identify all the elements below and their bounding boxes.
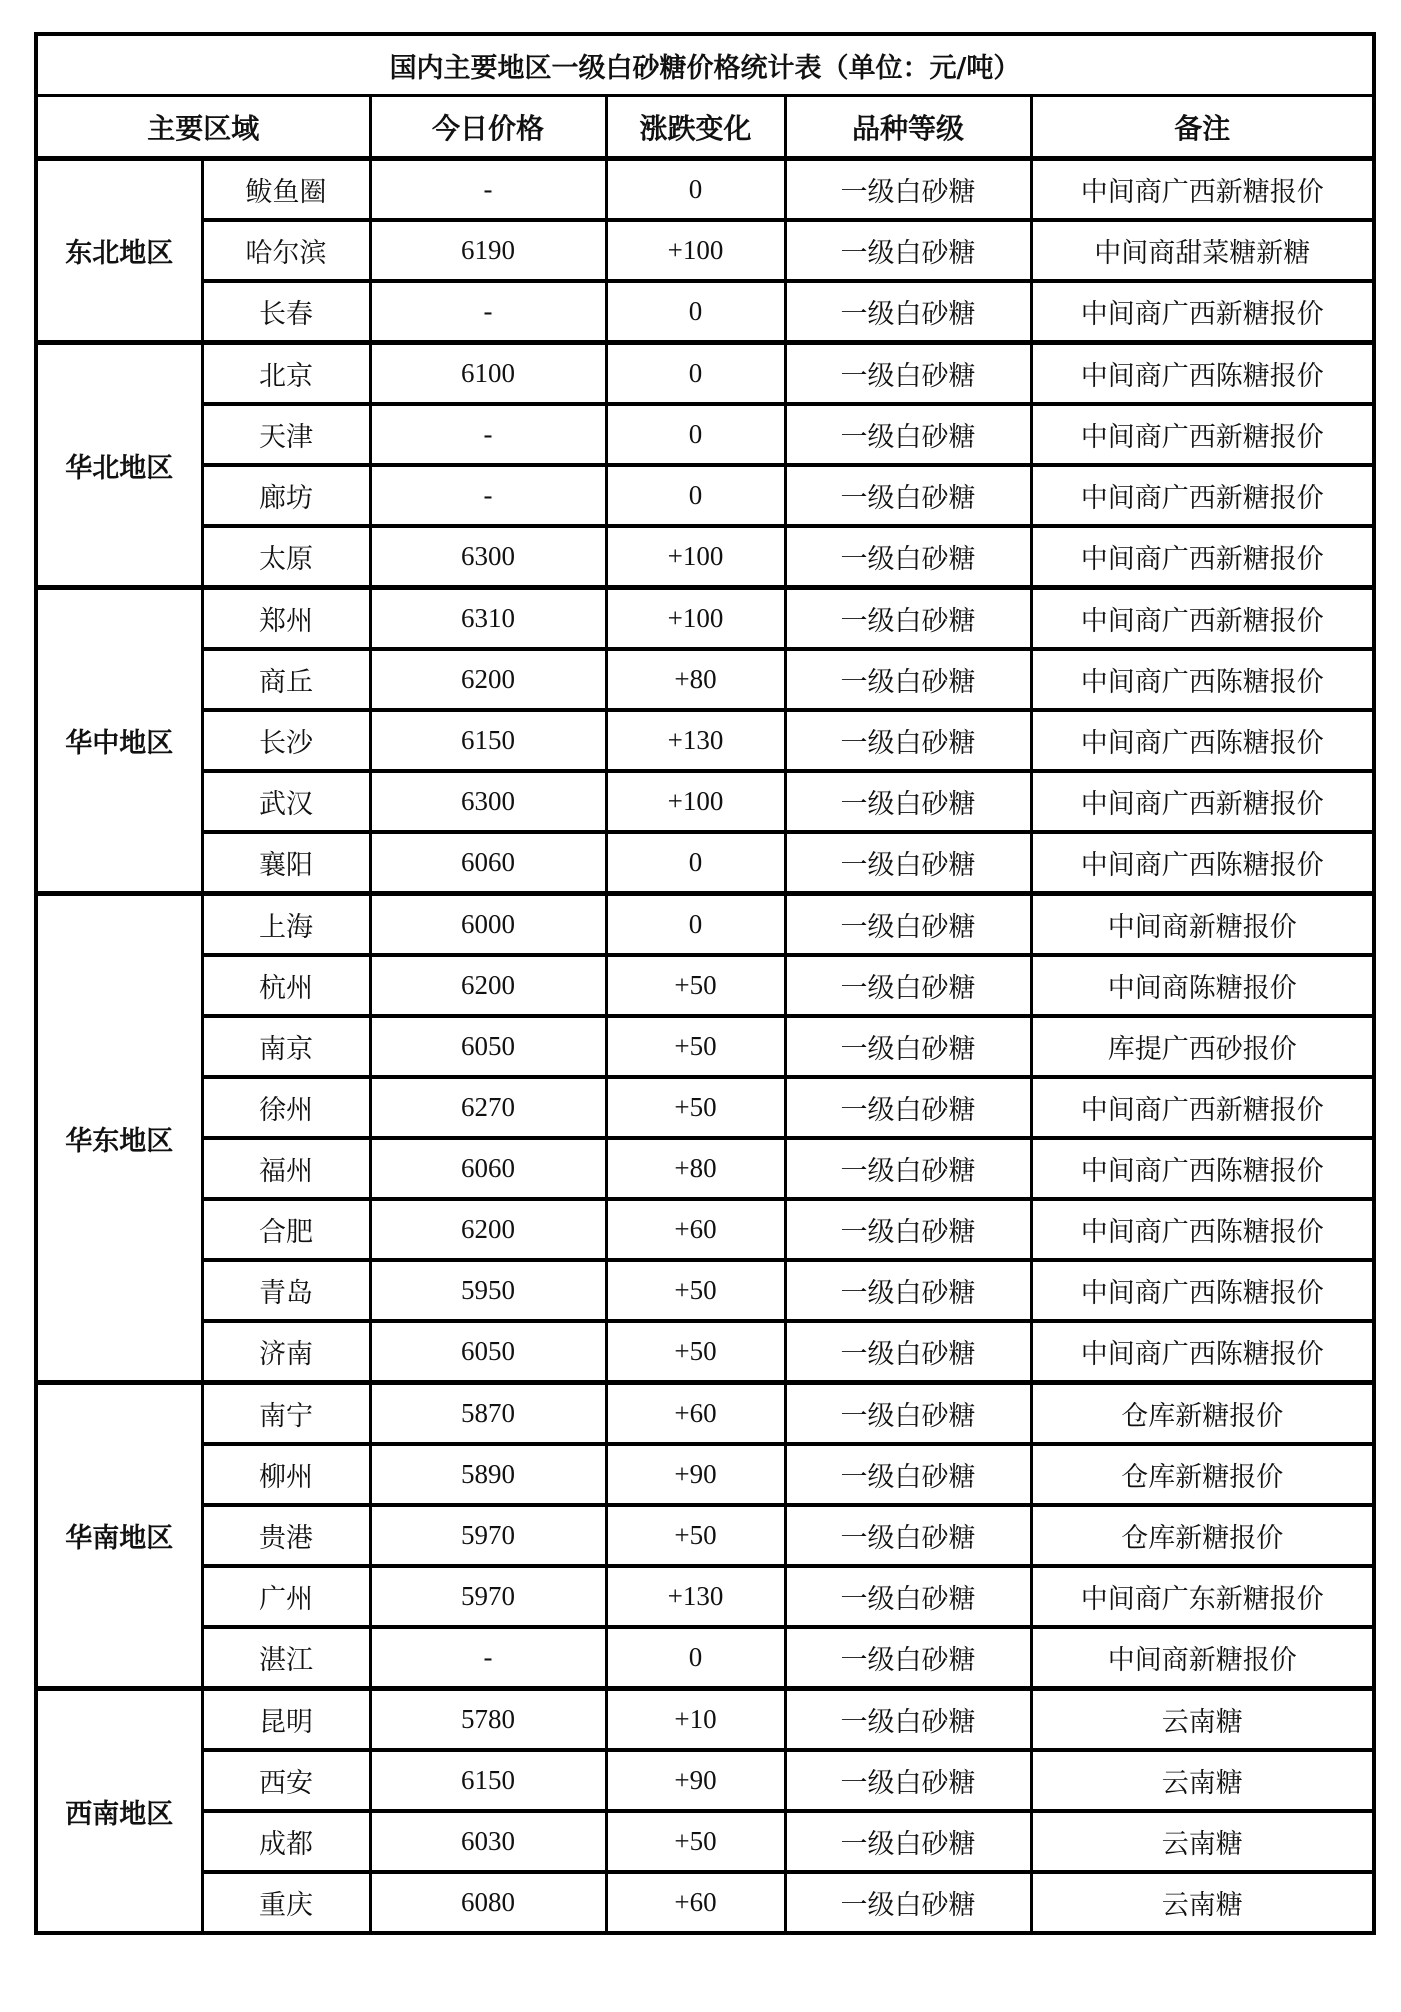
price-cell: -: [370, 281, 606, 343]
change-cell: +10: [606, 1689, 785, 1751]
change-cell: 0: [606, 159, 785, 221]
header-change: 涨跌变化: [606, 96, 785, 159]
grade-cell: 一级白砂糖: [785, 1077, 1031, 1138]
grade-cell: 一级白砂糖: [785, 1260, 1031, 1321]
price-cell: -: [370, 465, 606, 526]
grade-cell: 一级白砂糖: [785, 465, 1031, 526]
note-cell: 中间商广西陈糖报价: [1031, 1321, 1374, 1383]
price-cell: 5890: [370, 1444, 606, 1505]
region-cell: 华南地区: [36, 1383, 202, 1689]
table-row: [36, 404, 1374, 465]
grade-cell: 一级白砂糖: [785, 1689, 1031, 1751]
grade-cell: 一级白砂糖: [785, 771, 1031, 832]
region-cell: 华北地区: [36, 343, 202, 588]
city-cell: 成都: [202, 1811, 370, 1872]
grade-cell: 一级白砂糖: [785, 1750, 1031, 1811]
grade-cell: 一级白砂糖: [785, 1383, 1031, 1445]
table-row: [36, 1321, 1374, 1383]
note-cell: 中间商甜菜糖新糖: [1031, 220, 1374, 281]
city-cell: 柳州: [202, 1444, 370, 1505]
note-cell: 中间商广东新糖报价: [1031, 1566, 1374, 1627]
change-cell: 0: [606, 894, 785, 956]
table-row: [36, 1627, 1374, 1689]
price-cell: 6190: [370, 220, 606, 281]
price-cell: 6100: [370, 343, 606, 405]
grade-cell: 一级白砂糖: [785, 1811, 1031, 1872]
note-cell: 云南糖: [1031, 1689, 1374, 1751]
note-cell: 中间商广西新糖报价: [1031, 465, 1374, 526]
grade-cell: 一级白砂糖: [785, 710, 1031, 771]
note-cell: 中间商广西陈糖报价: [1031, 343, 1374, 405]
price-cell: 6050: [370, 1016, 606, 1077]
city-cell: 济南: [202, 1321, 370, 1383]
city-cell: 杭州: [202, 955, 370, 1016]
table-row: [36, 588, 1374, 650]
city-cell: 合肥: [202, 1199, 370, 1260]
price-cell: 6080: [370, 1872, 606, 1933]
price-cell: 6200: [370, 1199, 606, 1260]
region-cell: 华中地区: [36, 588, 202, 894]
price-cell: 6060: [370, 1138, 606, 1199]
note-cell: 中间商广西陈糖报价: [1031, 832, 1374, 894]
change-cell: +80: [606, 1138, 785, 1199]
note-cell: 中间商广西陈糖报价: [1031, 710, 1374, 771]
grade-cell: 一级白砂糖: [785, 955, 1031, 1016]
grade-cell: 一级白砂糖: [785, 649, 1031, 710]
note-cell: 中间商广西陈糖报价: [1031, 1199, 1374, 1260]
change-cell: +50: [606, 1321, 785, 1383]
change-cell: 0: [606, 281, 785, 343]
grade-cell: 一级白砂糖: [785, 220, 1031, 281]
city-cell: 廊坊: [202, 465, 370, 526]
table-row: [36, 1016, 1374, 1077]
change-cell: +130: [606, 1566, 785, 1627]
note-cell: 中间商广西陈糖报价: [1031, 1138, 1374, 1199]
note-cell: 中间商广西陈糖报价: [1031, 1260, 1374, 1321]
change-cell: +80: [606, 649, 785, 710]
note-cell: 库提广西砂报价: [1031, 1016, 1374, 1077]
header-region: 主要区域: [36, 96, 370, 159]
table-row: [36, 649, 1374, 710]
table-row: [36, 1260, 1374, 1321]
table-row: [36, 1566, 1374, 1627]
note-cell: 中间商新糖报价: [1031, 894, 1374, 956]
price-cell: 6050: [370, 1321, 606, 1383]
grade-cell: 一级白砂糖: [785, 1872, 1031, 1933]
city-cell: 鲅鱼圈: [202, 159, 370, 221]
city-cell: 天津: [202, 404, 370, 465]
change-cell: +60: [606, 1199, 785, 1260]
change-cell: +130: [606, 710, 785, 771]
city-cell: 太原: [202, 526, 370, 588]
price-cell: -: [370, 159, 606, 221]
change-cell: +100: [606, 771, 785, 832]
grade-cell: 一级白砂糖: [785, 894, 1031, 956]
table-row: [36, 220, 1374, 281]
table-row: [36, 1750, 1374, 1811]
note-cell: 仓库新糖报价: [1031, 1444, 1374, 1505]
city-cell: 广州: [202, 1566, 370, 1627]
note-cell: 中间商新糖报价: [1031, 1627, 1374, 1689]
note-cell: 中间商广西新糖报价: [1031, 771, 1374, 832]
city-cell: 昆明: [202, 1689, 370, 1751]
table-row: [36, 343, 1374, 405]
table-row: [36, 1138, 1374, 1199]
change-cell: +60: [606, 1872, 785, 1933]
city-cell: 重庆: [202, 1872, 370, 1933]
city-cell: 长春: [202, 281, 370, 343]
grade-cell: 一级白砂糖: [785, 281, 1031, 343]
price-cell: 6310: [370, 588, 606, 650]
table-row: [36, 955, 1374, 1016]
grade-cell: 一级白砂糖: [785, 343, 1031, 405]
note-cell: 中间商广西陈糖报价: [1031, 649, 1374, 710]
grade-cell: 一级白砂糖: [785, 1566, 1031, 1627]
change-cell: +90: [606, 1444, 785, 1505]
table-row: [36, 1811, 1374, 1872]
city-cell: 福州: [202, 1138, 370, 1199]
table-row: [36, 1689, 1374, 1751]
grade-cell: 一级白砂糖: [785, 159, 1031, 221]
change-cell: +50: [606, 955, 785, 1016]
price-cell: -: [370, 404, 606, 465]
table-row: [36, 1444, 1374, 1505]
sugar-price-table: [34, 32, 1376, 1935]
table-row: [36, 1077, 1374, 1138]
table-row: [36, 1199, 1374, 1260]
grade-cell: 一级白砂糖: [785, 526, 1031, 588]
city-cell: 贵港: [202, 1505, 370, 1566]
note-cell: 中间商广西新糖报价: [1031, 588, 1374, 650]
grade-cell: 一级白砂糖: [785, 404, 1031, 465]
change-cell: +50: [606, 1260, 785, 1321]
city-cell: 襄阳: [202, 832, 370, 894]
change-cell: +50: [606, 1016, 785, 1077]
price-cell: 6200: [370, 649, 606, 710]
change-cell: 0: [606, 465, 785, 526]
header-price: 今日价格: [370, 96, 606, 159]
city-cell: 上海: [202, 894, 370, 956]
note-cell: 中间商广西新糖报价: [1031, 526, 1374, 588]
price-cell: 5970: [370, 1566, 606, 1627]
price-cell: 5870: [370, 1383, 606, 1445]
grade-cell: 一级白砂糖: [785, 1505, 1031, 1566]
grade-cell: 一级白砂糖: [785, 1444, 1031, 1505]
price-cell: 6030: [370, 1811, 606, 1872]
price-cell: 6150: [370, 1750, 606, 1811]
change-cell: +60: [606, 1383, 785, 1445]
change-cell: +50: [606, 1505, 785, 1566]
city-cell: 徐州: [202, 1077, 370, 1138]
note-cell: 中间商广西新糖报价: [1031, 159, 1374, 221]
city-cell: 商丘: [202, 649, 370, 710]
price-cell: 5950: [370, 1260, 606, 1321]
change-cell: 0: [606, 1627, 785, 1689]
change-cell: 0: [606, 343, 785, 405]
table-row: [36, 1872, 1374, 1933]
table-row: [36, 1383, 1374, 1445]
table-row: [36, 1505, 1374, 1566]
note-cell: 云南糖: [1031, 1750, 1374, 1811]
change-cell: +100: [606, 588, 785, 650]
header-note: 备注: [1031, 96, 1374, 159]
table-row: [36, 894, 1374, 956]
price-cell: 5780: [370, 1689, 606, 1751]
grade-cell: 一级白砂糖: [785, 588, 1031, 650]
change-cell: 0: [606, 832, 785, 894]
city-cell: 西安: [202, 1750, 370, 1811]
change-cell: +100: [606, 526, 785, 588]
change-cell: +50: [606, 1811, 785, 1872]
price-cell: 6200: [370, 955, 606, 1016]
table-title: 国内主要地区一级白砂糖价格统计表（单位：元/吨）: [36, 34, 1374, 96]
note-cell: 中间商广西新糖报价: [1031, 281, 1374, 343]
table-row: [36, 281, 1374, 343]
grade-cell: 一级白砂糖: [785, 1321, 1031, 1383]
table-row: [36, 710, 1374, 771]
city-cell: 北京: [202, 343, 370, 405]
price-cell: 5970: [370, 1505, 606, 1566]
note-cell: 仓库新糖报价: [1031, 1383, 1374, 1445]
change-cell: +90: [606, 1750, 785, 1811]
table-row: [36, 465, 1374, 526]
change-cell: +100: [606, 220, 785, 281]
city-cell: 青岛: [202, 1260, 370, 1321]
region-cell: 西南地区: [36, 1689, 202, 1934]
table-row: [36, 526, 1374, 588]
note-cell: 中间商广西新糖报价: [1031, 1077, 1374, 1138]
region-cell: 华东地区: [36, 894, 202, 1383]
change-cell: +50: [606, 1077, 785, 1138]
city-cell: 南京: [202, 1016, 370, 1077]
note-cell: 中间商陈糖报价: [1031, 955, 1374, 1016]
grade-cell: 一级白砂糖: [785, 1138, 1031, 1199]
note-cell: 中间商广西新糖报价: [1031, 404, 1374, 465]
price-cell: -: [370, 1627, 606, 1689]
table-row: [36, 832, 1374, 894]
city-cell: 哈尔滨: [202, 220, 370, 281]
city-cell: 武汉: [202, 771, 370, 832]
price-cell: 6270: [370, 1077, 606, 1138]
note-cell: 仓库新糖报价: [1031, 1505, 1374, 1566]
city-cell: 郑州: [202, 588, 370, 650]
grade-cell: 一级白砂糖: [785, 1627, 1031, 1689]
header-grade: 品种等级: [785, 96, 1031, 159]
price-cell: 6000: [370, 894, 606, 956]
table-row: [36, 771, 1374, 832]
city-cell: 长沙: [202, 710, 370, 771]
table-row: [36, 159, 1374, 221]
grade-cell: 一级白砂糖: [785, 1199, 1031, 1260]
city-cell: 湛江: [202, 1627, 370, 1689]
price-cell: 6300: [370, 771, 606, 832]
city-cell: 南宁: [202, 1383, 370, 1445]
price-cell: 6150: [370, 710, 606, 771]
note-cell: 云南糖: [1031, 1811, 1374, 1872]
grade-cell: 一级白砂糖: [785, 832, 1031, 894]
price-cell: 6060: [370, 832, 606, 894]
grade-cell: 一级白砂糖: [785, 1016, 1031, 1077]
change-cell: 0: [606, 404, 785, 465]
price-cell: 6300: [370, 526, 606, 588]
region-cell: 东北地区: [36, 159, 202, 343]
note-cell: 云南糖: [1031, 1872, 1374, 1933]
